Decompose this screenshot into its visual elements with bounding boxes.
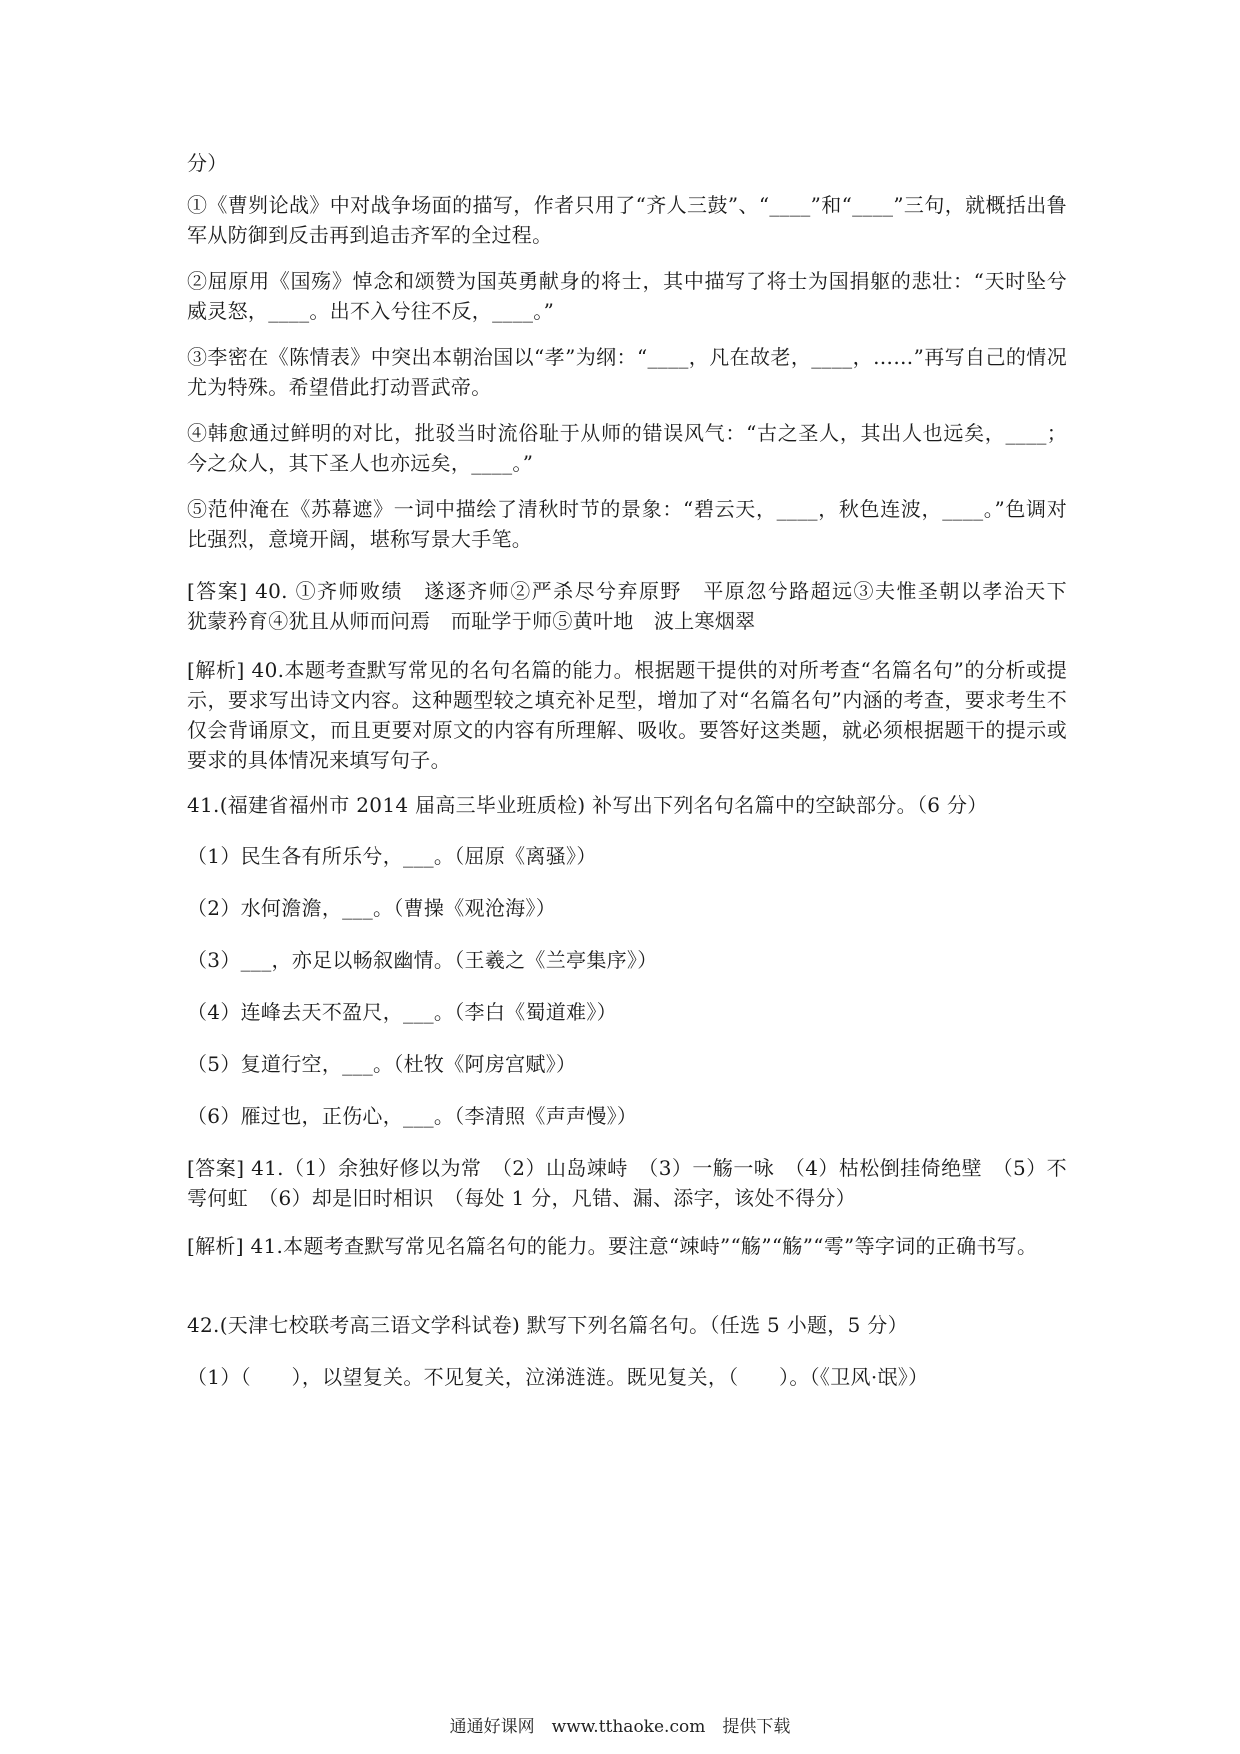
question-41-item-2: （2）水何澹澹，___。（曹操《观沧海》） (187, 896, 557, 920)
question-42-item-1: （1）（ ），以望复关。不见复关，泣涕涟涟。既见复关，（ ）。（《卫风·氓》） (187, 1365, 929, 1389)
question-41-item-1: （1）民生各有所乐兮，___。（屈原《离骚》） (187, 844, 597, 868)
question-42-heading: 42.(天津七校联考高三语文学科试卷) 默写下列名篇名句。（任选 5 小题，5 分） (187, 1313, 908, 1337)
analysis-40: [解析] 40.本题考查默写常见的名句名篇的能力。根据题干提供的对所考查“名篇名句”的分析或提示，要求写出诗文内容。这种题型较之填充补足型，增加了对“名篇名句”内涵的考查，要求考生不仅会背诵原文，而且更要对原文的内容有所理解、吸收。要答好这类题，就必须根据题干的提示或要求的具体情况来填写句子。 (187, 658, 1067, 772)
analysis-41: [解析] 41.本题考查默写常见名篇名句的能力。要注意“竦峙”“觞”“觞”“雩”等字词的正确书写。 (187, 1234, 1038, 1258)
answer-40: [答案] 40. ①齐师败绩 遂逐齐师②严杀尽兮弃原野 平原忽兮路超远③夫惟圣朝以孝治天下 犹蒙矜育④犹且从师而问焉 而耻学于师⑤黄叶地 波上寒烟翠 (187, 579, 1108, 633)
question-item-5: ⑤范仲淹在《苏幕遮》一词中描绘了清秋时节的景象：“碧云天，____，秋色连波，____。”色调对比强烈，意境开阔，堪称写景大手笔。 (187, 497, 1067, 551)
question-41-item-3: （3）___，亦足以畅叙幽情。（王羲之《兰亭集序》） (187, 948, 658, 972)
question-41-heading: 41.(福建省福州市 2014 届高三毕业班质检) 补写出下列名句名篇中的空缺部分。（6 分） (187, 793, 988, 817)
question-41-item-6: （6）雁过也，正伤心，___。（李清照《声声慢》） (187, 1104, 638, 1128)
answer-41: [答案] 41.（1）余独好修以为常 （2）山岛竦峙 （3）一觞一咏 （4）枯松倒挂倚绝壁 （5）不雩何虹 （6）却是旧时相识 （每处 1 分，凡错、漏、添字，该处不得分） (187, 1156, 1067, 1210)
page-footer: 通通好课网 www.tthaoke.com 提供下载 (449, 1717, 791, 1737)
question-41-item-4: （4）连峰去天不盈尺，___。（李白《蜀道难》） (187, 1000, 617, 1024)
question-item-4: ④韩愈通过鲜明的对比，批驳当时流俗耻于从师的错误风气：“古之圣人，其出人也远矣，____；今之众人，其下圣人也亦远矣，____。” (187, 421, 1067, 475)
question-item-1: ①《曹刿论战》中对战争场面的描写，作者只用了“齐人三鼓”、“____”和“____”三句，就概括出鲁军从防御到反击再到追击齐军的全过程。 (187, 193, 1067, 247)
paragraph-continuation: 分） (187, 151, 228, 175)
question-item-3: ③李密在《陈情表》中突出本朝治国以“孝”为纲：“____，凡在故老，____，……”再写自己的情况尤为特殊。希望借此打动晋武帝。 (187, 345, 1067, 399)
question-item-2: ②屈原用《国殇》悼念和颂赞为国英勇献身的将士，其中描写了将士为国捐躯的悲壮：“天时坠兮威灵怒，____。出不入兮往不反，____。” (187, 269, 1067, 323)
question-41-item-5: （5）复道行空，___。（杜牧《阿房宫赋》） (187, 1052, 577, 1076)
